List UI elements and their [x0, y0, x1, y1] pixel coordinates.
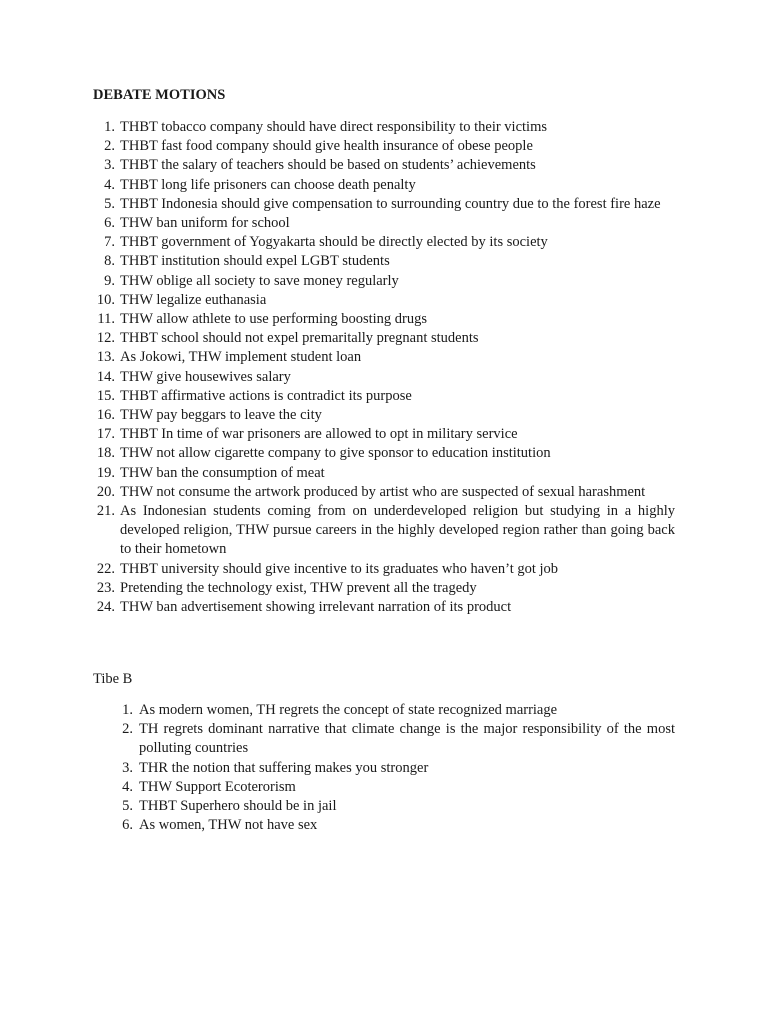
tibe-motions-list	[113, 701, 675, 835]
list-item	[93, 560, 675, 579]
list-item	[93, 310, 675, 329]
list-item-number: 24.	[96, 599, 115, 616]
list-item-text: THBT long life prisoners can choose death penalty	[120, 176, 416, 193]
list-item	[93, 425, 675, 444]
list-item-number: 13.	[96, 349, 115, 366]
list-item-text: THBT tobacco company should have direct responsibility to their victims	[120, 119, 547, 135]
list-item	[93, 329, 675, 348]
list-item	[93, 502, 675, 560]
list-item-number: 4.	[122, 778, 133, 795]
list-item-text: As women, THW not have sex	[139, 817, 318, 834]
list-item-number: 17.	[96, 426, 115, 443]
list-item-text: THW legalize euthanasia	[120, 291, 267, 308]
list-item-text: THBT school should not expel premaritally pregnant students	[120, 330, 479, 347]
list-item-number: 18.	[96, 445, 115, 462]
list-item	[93, 195, 675, 214]
list-item-number: 15.	[96, 387, 115, 404]
list-item	[93, 156, 675, 175]
list-item-text: As Indonesian students coming from on underdeveloped religion but studying in a highly developed religion, THW pursue careers in the highly developed region rather than going back to their hometown	[120, 503, 675, 558]
list-item-number: 14.	[96, 368, 115, 385]
list-item-text: THW allow athlete to use performing boosting drugs	[120, 311, 427, 328]
list-item	[113, 720, 675, 758]
list-item-number: 2.	[104, 138, 115, 155]
list-item	[93, 137, 675, 156]
list-item-text: THBT Indonesia should give compensation to surrounding country due to the forest fire haze	[120, 195, 661, 212]
list-item	[93, 444, 675, 463]
list-item	[93, 252, 675, 271]
list-item-text: Pretending the technology exist, THW prevent all the tragedy	[120, 579, 477, 596]
list-item-text: THW ban the consumption of meat	[120, 464, 325, 481]
list-item-number: 3.	[104, 157, 115, 174]
list-item-text: THW ban advertisement showing irrelevant narration of its product	[120, 599, 512, 616]
list-item	[93, 214, 675, 233]
list-item-number: 22.	[96, 560, 115, 577]
list-item-number: 2.	[122, 721, 133, 738]
list-item-number: 8.	[104, 253, 115, 270]
list-item-text: THW Support Ecoterorism	[139, 778, 296, 795]
list-item	[93, 368, 675, 387]
list-item-number: 5.	[122, 798, 133, 815]
list-item-text: THW pay beggars to leave the city	[120, 407, 322, 424]
list-item-number: 4.	[104, 176, 115, 193]
list-item-text: THW not allow cigarette company to give sponsor to education institution	[120, 445, 551, 462]
list-item-text: THBT government of Yogyakarta should be directly elected by its society	[120, 234, 548, 251]
list-item	[93, 406, 675, 425]
list-item-text: THBT fast food company should give health insurance of obese people	[120, 138, 533, 155]
list-item-text: THR the notion that suffering makes you stronger	[139, 759, 429, 776]
list-item-number: 21.	[96, 503, 115, 520]
list-item	[93, 387, 675, 406]
list-item	[93, 272, 675, 291]
section-heading-tibe-b: Tibe B	[93, 671, 133, 687]
list-item-text: THBT affirmative actions is contradict its purpose	[120, 387, 412, 404]
list-item-text: THBT university should give incentive to its graduates who haven’t got job	[120, 560, 559, 577]
list-item-number: 3.	[122, 759, 133, 776]
list-item	[93, 579, 675, 598]
list-item-number: 23.	[96, 579, 115, 596]
list-item-text: THBT institution should expel LGBT students	[120, 253, 390, 270]
page-title: DEBATE MOTIONS	[93, 87, 226, 103]
list-item	[93, 233, 675, 252]
list-item-number: 1.	[122, 702, 133, 718]
list-item	[93, 348, 675, 367]
list-item-text: THW give housewives salary	[120, 368, 291, 385]
list-item	[113, 778, 675, 797]
list-item	[93, 598, 675, 617]
list-item-text: THBT the salary of teachers should be based on students’ achievements	[120, 157, 536, 174]
list-item-text: THBT Superhero should be in jail	[139, 798, 337, 815]
list-item-text: As modern women, TH regrets the concept of state recognized marriage	[139, 702, 558, 718]
list-item	[93, 464, 675, 483]
list-item-text: THW ban uniform for school	[120, 215, 290, 232]
list-item	[93, 483, 675, 502]
list-item-number: 5.	[104, 195, 115, 212]
motions-list	[93, 118, 675, 617]
list-item	[93, 291, 675, 310]
list-item-number: 6.	[122, 817, 133, 834]
list-item-number: 7.	[104, 234, 115, 251]
list-item-text: THW not consume the artwork produced by artist who are suspected of sexual harashment	[120, 483, 646, 500]
list-item-number: 19.	[96, 464, 115, 481]
list-item-number: 6.	[104, 215, 115, 232]
list-item-text: As Jokowi, THW implement student loan	[120, 349, 362, 366]
list-item	[113, 816, 675, 835]
list-item-number: 9.	[104, 272, 115, 289]
list-item	[113, 701, 675, 720]
list-item-number: 10.	[96, 291, 115, 308]
list-item-number: 11.	[97, 311, 115, 328]
list-item	[93, 118, 675, 137]
list-item-text: TH regrets dominant narrative that climate change is the major responsibility of the most polluting countries	[139, 721, 675, 757]
list-item	[113, 797, 675, 816]
list-item-text: THW oblige all society to save money regularly	[120, 272, 399, 289]
list-item-number: 16.	[96, 407, 115, 424]
list-item-number: 1.	[104, 119, 115, 135]
list-item-number: 20.	[96, 483, 115, 500]
list-item-number: 12.	[96, 330, 115, 347]
list-item	[93, 176, 675, 195]
list-item-text: THBT In time of war prisoners are allowed to opt in military service	[120, 426, 518, 443]
list-item	[113, 759, 675, 778]
